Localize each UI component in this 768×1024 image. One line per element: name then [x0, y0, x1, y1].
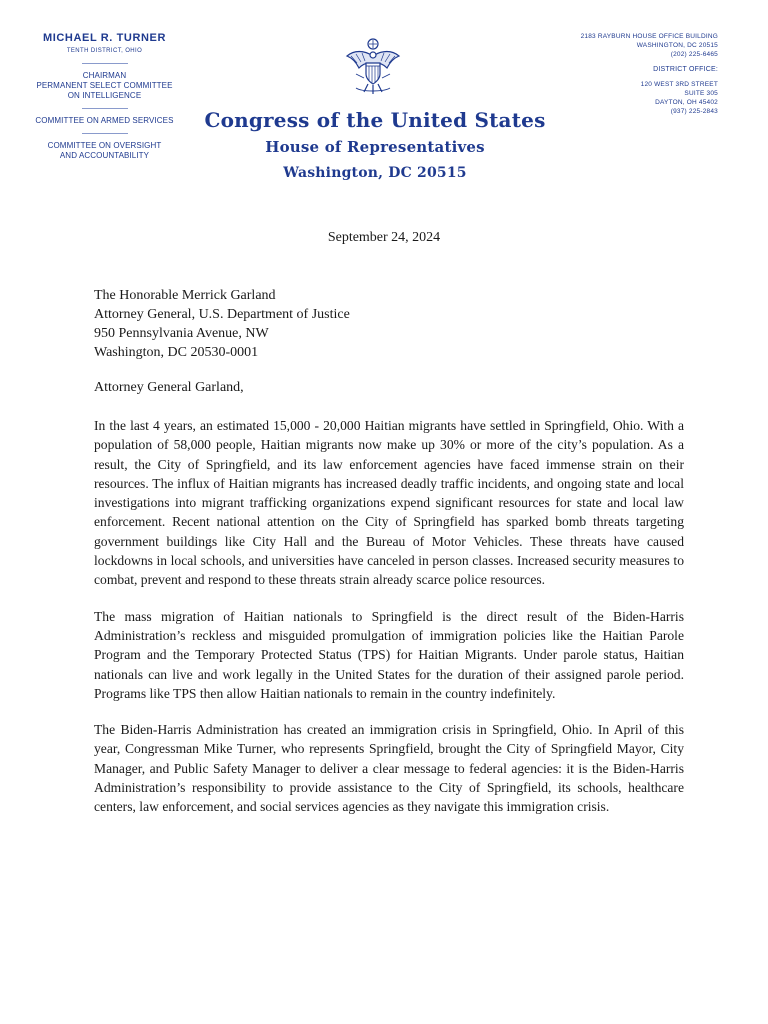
letter-body	[94, 416, 684, 834]
body-paragraph: In the last 4 years, an estimated 15,000 - 20,000 Haitian migrants have settled in Springfield, Ohio. With a population of 58,000 people, Haitian migrants now make up 30% or more of the city’s population. As a result, the City of Springfield, and its law enforcement agencies have faced immense strain on their resources. The influx of Haitian migrants has increased deadly traffic incidents, and ongoing state and local investigations into migrant trafficking organizations expend significant resources for state and local law enforcement. Recent national attention on the City of Springfield has sparked bomb threats targeting government buildings like City Hall and the Bureau of Motor Vehicles. These threats have caused lockdowns in local schools, and universities have canceled in person classes. Increased security measures to combat, prevent and respond to these threats strain already scarce police resources.	[94, 418, 684, 588]
dc-office-line: 2183 RAYBURN HOUSE OFFICE BUILDING	[580, 33, 718, 40]
dc-office-line: (202) 225-6465	[670, 51, 718, 58]
district-office-line: DAYTON, OH 45402	[655, 99, 718, 106]
divider	[82, 133, 128, 134]
house-seal-eagle-icon	[342, 36, 404, 98]
letterhead-title	[200, 106, 550, 186]
title-washington: Washington, DC 20515	[283, 165, 467, 181]
addressee-line: The Honorable Merrick Garland	[94, 288, 276, 303]
addressee-line: Washington, DC 20530-0001	[94, 345, 259, 360]
salutation: Attorney General Garland,	[94, 380, 244, 395]
divider	[82, 108, 128, 109]
committee-oversight: COMMITTEE ON OVERSIGHT AND ACCOUNTABILITY	[47, 141, 162, 160]
dc-office-line: WASHINGTON, DC 20515	[636, 42, 718, 49]
body-paragraph: The mass migration of Haitian nationals to Springfield is the direct result of the Biden-Harris Administration’s reckless and misguided promulgation of immigration policies like the Haitian Parole Program and the Temporary Protected Status (TPS) for Haitian Migrants. Under parole status, Haitian nationals can live and work legally in the United States for the duration of their assigned parole period. Programs like TPS then allow Haitian nationals to remain in the country indefinitely.	[94, 608, 684, 701]
title-congress: Congress of the United States	[204, 108, 546, 132]
letterhead-right-column	[558, 32, 718, 116]
letter-date: September 24, 2024	[327, 230, 441, 245]
district-office-line: (937) 225-2843	[670, 108, 718, 115]
committee-intelligence: CHAIRMAN PERMANENT SELECT COMMITTEE ON INTELLIGENCE	[36, 71, 173, 100]
addressee-line: 950 Pennsylvania Avenue, NW	[94, 326, 269, 341]
divider	[82, 63, 128, 64]
addressee-line: Attorney General, U.S. Department of Justice	[94, 307, 350, 322]
district-office-label: DISTRICT OFFICE:	[653, 66, 718, 73]
committee-armed-services: COMMITTEE ON ARMED SERVICES	[35, 116, 174, 125]
letterhead-left-column	[22, 32, 187, 161]
body-paragraph: The Biden-Harris Administration has created an immigration crisis in Springfield, Ohio. In April of this year, Congressman Mike Turner, who represents Springfield, brought the City of Springfield Mayor, City Manager, and Public Safety Manager to deliver a clear message to federal agencies: it is the Biden-Harris Administration’s responsibility to provide assistance to the City of Springfield, its schools, healthcare centers, law enforcement, and social services agencies as they navigate this immigration crisis.	[94, 722, 684, 815]
member-district: TENTH DISTRICT, OHIO	[66, 48, 143, 54]
addressee-block	[94, 286, 694, 362]
title-house: House of Representatives	[265, 138, 485, 156]
district-office-line: 120 WEST 3RD STREET	[640, 81, 718, 88]
member-name: MICHAEL R. TURNER	[42, 32, 167, 44]
district-office-line: SUITE 305	[684, 90, 718, 97]
